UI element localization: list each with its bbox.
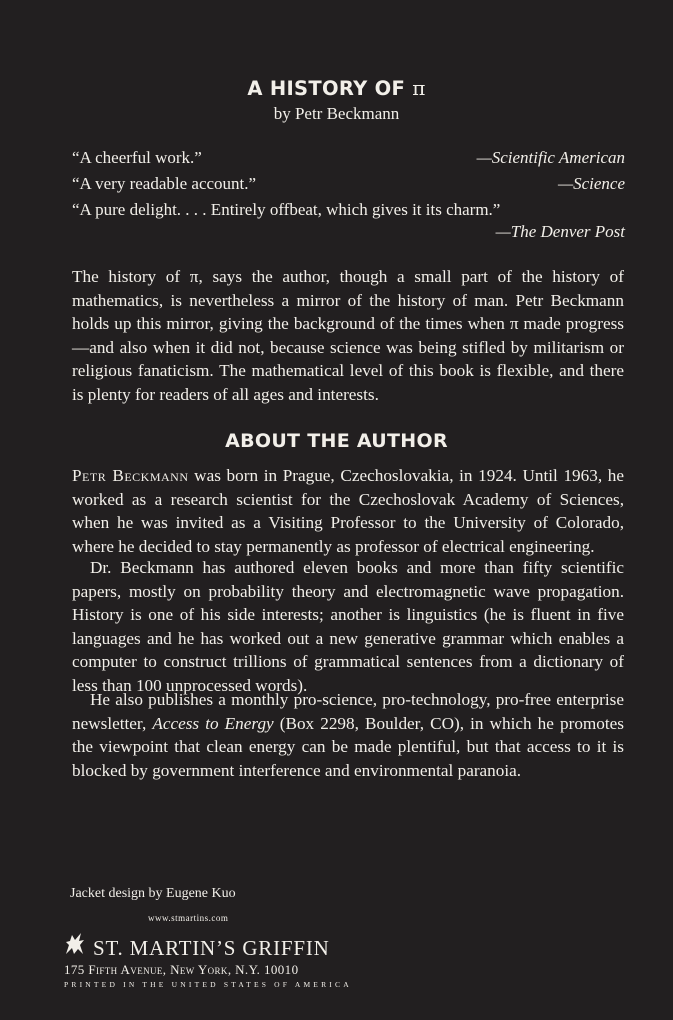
author-name: Petr Beckmann [72,466,189,485]
quote-text: “A very readable account.” [72,174,257,193]
quote-source: —The Denver Post [495,222,625,241]
quote-text: “A cheerful work.” [72,148,202,167]
book-title-text: A HISTORY OF [247,77,406,100]
author-works-paragraph: Dr. Beckmann has authored eleven books and more than fifty scientific papers, mostly on probability theory and electromagnetic wave propagation. History is one of his side interests; another is linguistics (he is fluent in five languages and he has worked out a new generative grammar which enables a computer to construct trillions of grammatical sentences from a dictionary of less than 100 unprocessed words). [72,558,624,695]
about-heading: ABOUT THE AUTHOR [225,430,448,452]
griffin-icon [62,930,88,956]
byline: by Petr Beckmann [273,104,400,123]
book-title [0,76,673,100]
newsletter-title: Access to Energy [152,713,274,733]
quote-text: “A pure delight. . . . Entirely offbeat, which gives it its charm.” [72,200,501,219]
publisher-name: ST. MARTIN’S GRIFFIN [93,936,330,960]
author-bio-text: was born in Prague, Czechoslovakia, in 1924. Until 1963, he worked as a research scientist for the Czechoslovak Academy of Sciences, when he was invited as a Visiting Professor to the University of Colorado, where he decided to stay permanently as professor of electrical engineering. [72,466,624,556]
printed-notice: PRINTED IN THE UNITED STATES OF AMERICA [64,980,352,989]
publisher-address: 175 Fifth Avenue, New York, N.Y. 10010 [64,962,299,977]
author-bio-paragraph [72,464,624,558]
quote-source: —Science [557,174,625,193]
publisher-url: www.stmartins.com [148,913,229,923]
jacket-credit: Jacket design by Eugene Kuo [70,886,236,901]
quote-source: —Scientific American [476,148,625,167]
pi-symbol: π [412,76,426,100]
author-newsletter-paragraph: He also publishes a monthly pro-science, pro-technology, pro-free enterprise newsletter, Access to Energy (Box 2298, Boulder, CO), in which he promotes the viewpoint that clean energy can be made plentiful, but that access to it is blocked by government interference and environmental paranoia. [72,690,624,780]
book-description: The history of π, says the author, though a small part of the history of mathematics, is nevertheless a mirror of the history of man. Petr Beckmann holds up this mirror, giving the background of the times when π made progress—and also when it did not, because science was being stifled by militarism or religious fanaticism. The mathematical level of this book is flexible, and there is plenty for readers of all ages and interests. [72,267,624,404]
